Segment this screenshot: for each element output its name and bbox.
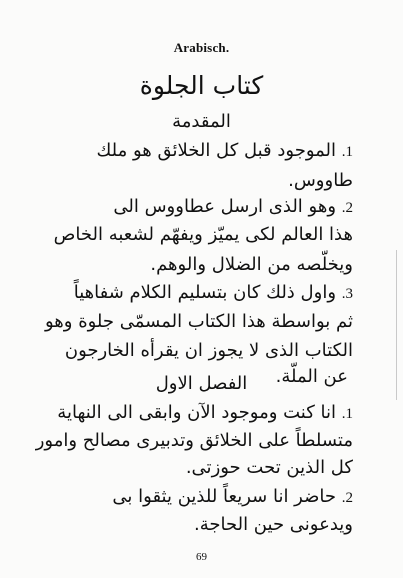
section-heading-chapter-one: الفصل الاول bbox=[155, 373, 248, 394]
verse-line bbox=[44, 309, 353, 335]
running-head: Arabisch. bbox=[173, 40, 230, 55]
verse-text: كل الذين تحت حوزتى. bbox=[185, 457, 353, 478]
verse-line bbox=[48, 455, 353, 481]
verse-text: وهو الذى ارسل عطاووس الى bbox=[113, 196, 337, 217]
verse-text: الموجود قبل كل الخلائق هو ملك bbox=[96, 140, 337, 161]
page-number: 69 bbox=[196, 551, 207, 563]
page-edge-shadow bbox=[396, 250, 397, 400]
verse-line bbox=[48, 252, 353, 278]
verse-text: واول ذلك كان بتسليم الكلام شفاهياً bbox=[73, 282, 337, 303]
book-title: كتاب الجلوة bbox=[139, 71, 264, 100]
verse-number: 3. bbox=[341, 286, 353, 302]
verse-line bbox=[48, 338, 353, 364]
verse-number: 1. bbox=[341, 144, 353, 160]
verse-line bbox=[48, 222, 353, 248]
verse-text: حاضر انا سريعاً للذين يثقوا بى bbox=[112, 486, 337, 507]
section-heading-introduction: المقدمة bbox=[172, 111, 231, 132]
verse-text: طاووس. bbox=[288, 170, 353, 191]
verse-text: ويدعونى حين الحاجة. bbox=[194, 514, 353, 535]
verse-line bbox=[48, 484, 353, 511]
verse-line bbox=[48, 512, 353, 538]
verse-line bbox=[35, 428, 353, 454]
verse-line bbox=[48, 280, 353, 307]
verse-number: 2. bbox=[341, 490, 353, 506]
verse-line bbox=[48, 138, 353, 165]
verse-text: عن الملّة. bbox=[275, 366, 348, 387]
verse-text: الكتاب الذى لا يجوز ان يقرأه الخارجون bbox=[64, 340, 353, 361]
verse-line bbox=[48, 194, 353, 221]
verse-text: انا كنت وموجود الآن وابقى الى النهاية bbox=[57, 402, 337, 423]
verse-text: ويخلّصه من الضلال والوهم. bbox=[150, 254, 353, 275]
verse-text: ثم بواسطة هذا الكتاب المسمّى جلوة وهو bbox=[44, 311, 353, 332]
verse-text: متسلطاً على الخلائق وتدبيرى مصالح وامور bbox=[35, 430, 353, 451]
verse-line bbox=[48, 168, 353, 194]
verse-number: 1. bbox=[341, 406, 353, 422]
verse-line bbox=[48, 400, 353, 427]
verse-text: هذا العالم لكى يميّز ويفهّم لشعبه الخاص bbox=[53, 224, 353, 245]
verse-number: 2. bbox=[341, 200, 353, 216]
